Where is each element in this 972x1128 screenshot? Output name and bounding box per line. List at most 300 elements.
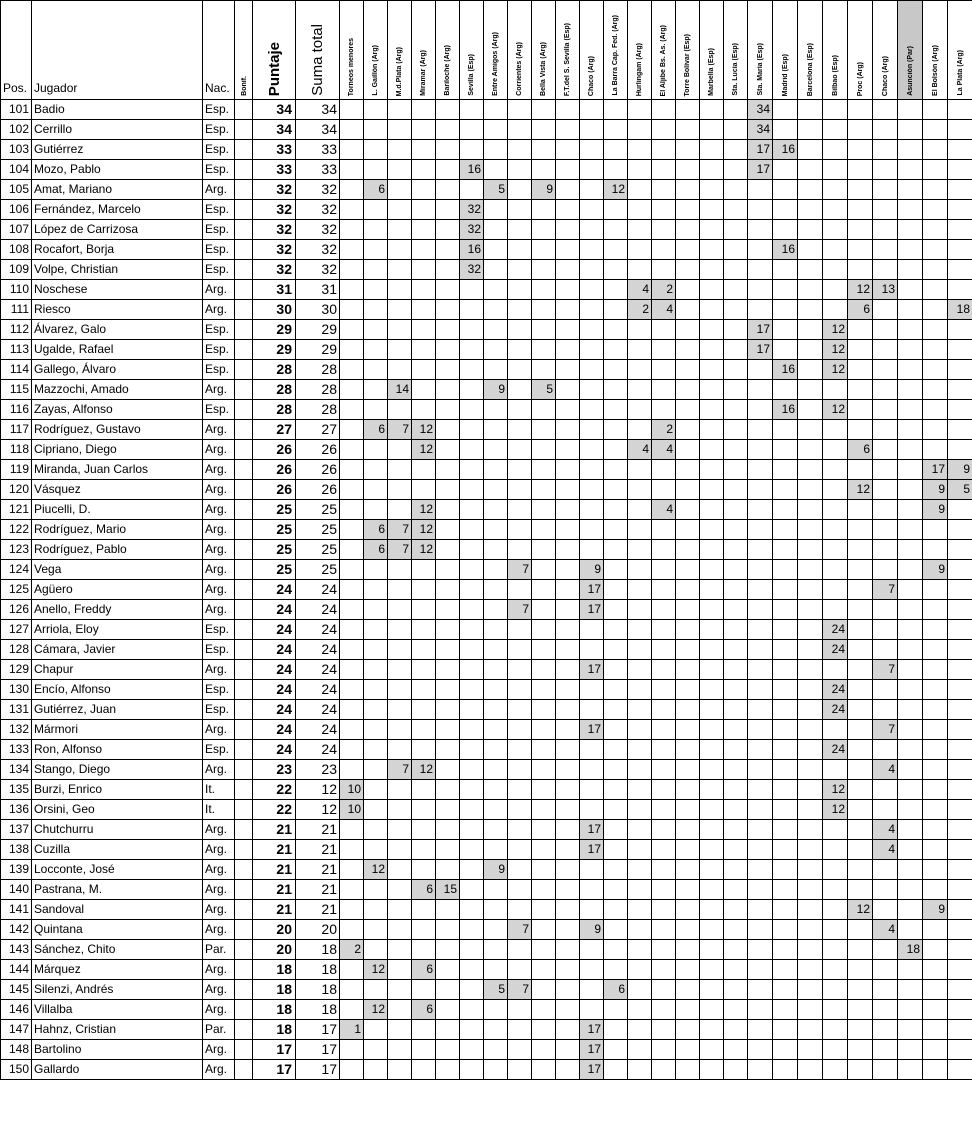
tournament-points-cell	[724, 440, 748, 460]
tournament-points-cell	[873, 980, 898, 1000]
tournament-points-cell	[676, 160, 700, 180]
bonus-cell	[235, 380, 253, 400]
bonus-cell	[235, 520, 253, 540]
tournament-points-cell	[676, 560, 700, 580]
tournament-points-cell	[436, 960, 460, 980]
tournament-points-cell	[873, 400, 898, 420]
tournament-points-cell	[923, 280, 948, 300]
tournament-points-cell	[460, 560, 484, 580]
tournament-points-cell	[848, 880, 873, 900]
tournament-points-cell	[948, 780, 972, 800]
tournament-points-cell	[460, 640, 484, 660]
tournament-points-cell	[848, 540, 873, 560]
tournament-points-cell	[873, 360, 898, 380]
position-cell: 130	[1, 680, 32, 700]
tournament-points-cell	[773, 1000, 798, 1020]
tournament-points-cell	[412, 240, 436, 260]
tournament-points-cell	[652, 620, 676, 640]
tournament-points-cell	[873, 380, 898, 400]
tournament-points-cell	[460, 360, 484, 380]
tournament-points-cell	[848, 120, 873, 140]
tournament-points-cell	[873, 620, 898, 640]
tournament-points-cell	[484, 320, 508, 340]
bonus-cell	[235, 720, 253, 740]
score-cell: 18	[253, 1020, 296, 1040]
tournament-points-cell: 9	[923, 480, 948, 500]
tournament-points-cell	[798, 1060, 823, 1080]
tournament-points-cell	[628, 740, 652, 760]
tournament-points-cell	[898, 160, 923, 180]
total-sum-cell: 23	[296, 760, 340, 780]
tournament-points-cell: 12	[364, 1000, 388, 1020]
tournament-points-cell	[748, 600, 773, 620]
tournament-points-cell	[556, 700, 580, 720]
tournament-points-cell	[484, 400, 508, 420]
tournament-points-cell	[724, 380, 748, 400]
tournament-points-cell	[948, 1000, 972, 1020]
tournament-points-cell	[923, 120, 948, 140]
tournament-points-cell	[340, 760, 364, 780]
tournament-points-cell	[823, 980, 848, 1000]
table-row	[1, 220, 972, 240]
tournament-points-cell	[484, 1060, 508, 1080]
tournament-points-cell	[364, 380, 388, 400]
score-cell: 31	[253, 280, 296, 300]
tournament-points-cell	[823, 600, 848, 620]
tournament-points-cell	[460, 300, 484, 320]
tournament-points-cell	[532, 600, 556, 620]
player-name-cell: Agüero	[32, 580, 203, 600]
tournament-points-cell	[508, 740, 532, 760]
tournament-points-cell	[724, 800, 748, 820]
bonus-cell	[235, 320, 253, 340]
tournament-points-cell	[556, 620, 580, 640]
tournament-points-cell	[460, 1040, 484, 1060]
tournament-points-cell: 17	[580, 600, 604, 620]
tournament-points-cell	[676, 580, 700, 600]
tournament-points-cell: 24	[823, 680, 848, 700]
tournament-points-cell	[652, 460, 676, 480]
tournament-points-cell	[556, 680, 580, 700]
score-cell: 23	[253, 760, 296, 780]
tournament-points-cell	[436, 940, 460, 960]
score-cell: 24	[253, 720, 296, 740]
tournament-points-cell	[898, 140, 923, 160]
tournament-points-cell	[412, 680, 436, 700]
nationality-cell: Arg.	[203, 520, 235, 540]
player-name-cell: Encío, Alfonso	[32, 680, 203, 700]
tournament-header-5	[460, 1, 484, 100]
tournament-points-cell	[628, 520, 652, 540]
tournament-points-cell	[604, 780, 628, 800]
position-cell: 119	[1, 460, 32, 480]
tournament-points-cell	[556, 440, 580, 460]
tournament-points-cell	[748, 1020, 773, 1040]
tournament-points-cell	[873, 1020, 898, 1040]
header-row	[1, 1, 972, 100]
tournament-points-cell: 9	[580, 560, 604, 580]
tournament-points-cell	[823, 660, 848, 680]
tournament-points-cell	[700, 260, 724, 280]
tournament-points-cell	[388, 560, 412, 580]
tournament-points-cell	[652, 400, 676, 420]
tournament-points-cell: 10	[340, 780, 364, 800]
tournament-points-cell	[848, 740, 873, 760]
table-row	[1, 1020, 972, 1040]
tournament-points-cell	[798, 240, 823, 260]
tournament-points-cell	[364, 820, 388, 840]
total-sum-cell: 21	[296, 820, 340, 840]
tournament-points-cell	[364, 600, 388, 620]
tournament-points-cell	[460, 840, 484, 860]
tournament-points-cell	[798, 740, 823, 760]
player-name-cell: Rodríguez, Pablo	[32, 540, 203, 560]
tournament-points-cell	[948, 340, 972, 360]
tournament-points-cell	[460, 940, 484, 960]
tournament-points-cell	[580, 420, 604, 440]
position-cell: 139	[1, 860, 32, 880]
tournament-points-cell	[700, 760, 724, 780]
tournament-points-cell	[898, 880, 923, 900]
tournament-points-cell	[652, 380, 676, 400]
tournament-points-cell	[748, 740, 773, 760]
tournament-points-cell	[652, 240, 676, 260]
tournament-points-cell	[508, 720, 532, 740]
tournament-points-cell	[823, 420, 848, 440]
total-sum-cell: 24	[296, 600, 340, 620]
tournament-points-cell	[676, 1040, 700, 1060]
tournament-points-cell	[773, 960, 798, 980]
tournament-points-cell: 17	[580, 720, 604, 740]
nationality-cell: Arg.	[203, 600, 235, 620]
tournament-points-cell	[923, 660, 948, 680]
tournament-points-cell	[436, 800, 460, 820]
tournament-points-cell	[340, 520, 364, 540]
tournament-points-cell	[364, 400, 388, 420]
tournament-points-cell	[748, 620, 773, 640]
tournament-points-cell	[508, 120, 532, 140]
tournament-points-cell	[873, 480, 898, 500]
score-cell: 33	[253, 160, 296, 180]
tournament-points-cell	[508, 800, 532, 820]
tournament-points-cell	[676, 240, 700, 260]
tournament-points-cell: 4	[628, 280, 652, 300]
player-name-cell: Cuzilla	[32, 840, 203, 860]
tournament-points-cell: 12	[823, 360, 848, 380]
tournament-points-cell	[676, 440, 700, 460]
tournament-points-cell	[652, 780, 676, 800]
tournament-points-cell	[340, 100, 364, 120]
tournament-points-cell	[798, 980, 823, 1000]
tournament-points-cell	[628, 480, 652, 500]
tournament-points-cell	[580, 120, 604, 140]
tournament-points-cell	[556, 740, 580, 760]
tournament-label: Miramar (Arg)	[420, 50, 427, 96]
tournament-points-cell	[484, 340, 508, 360]
total-sum-cell: 31	[296, 280, 340, 300]
position-cell: 101	[1, 100, 32, 120]
tournament-points-cell	[628, 620, 652, 640]
tournament-points-cell	[773, 780, 798, 800]
tournament-points-cell	[364, 120, 388, 140]
tournament-points-cell	[724, 640, 748, 660]
position-cell: 115	[1, 380, 32, 400]
tournament-points-cell	[700, 220, 724, 240]
tournament-points-cell: 24	[823, 740, 848, 760]
tournament-points-cell	[436, 400, 460, 420]
tournament-points-cell	[798, 280, 823, 300]
tournament-points-cell	[676, 480, 700, 500]
tournament-points-cell	[873, 160, 898, 180]
tournament-points-cell	[340, 1060, 364, 1080]
table-row	[1, 1060, 972, 1080]
tournament-points-cell	[923, 980, 948, 1000]
tournament-points-cell	[508, 500, 532, 520]
tournament-points-cell	[773, 820, 798, 840]
tournament-points-cell	[412, 400, 436, 420]
tournament-points-cell	[676, 800, 700, 820]
tournament-points-cell	[436, 140, 460, 160]
tournament-points-cell	[412, 780, 436, 800]
bonus-cell	[235, 460, 253, 480]
tournament-points-cell	[364, 160, 388, 180]
tournament-points-cell	[652, 120, 676, 140]
tournament-points-cell	[460, 380, 484, 400]
tournament-points-cell	[580, 860, 604, 880]
tournament-points-cell	[364, 660, 388, 680]
tournament-points-cell	[628, 860, 652, 880]
tournament-points-cell	[873, 540, 898, 560]
tournament-points-cell	[948, 520, 972, 540]
tournament-points-cell	[412, 1060, 436, 1080]
table-row	[1, 560, 972, 580]
tournament-points-cell	[676, 540, 700, 560]
tournament-header-17	[748, 1, 773, 100]
tournament-points-cell	[628, 320, 652, 340]
tournament-points-cell	[412, 700, 436, 720]
tournament-points-cell	[556, 240, 580, 260]
tournament-points-cell	[798, 700, 823, 720]
tournament-points-cell	[798, 640, 823, 660]
tournament-points-cell	[340, 580, 364, 600]
nationality-cell: Arg.	[203, 460, 235, 480]
tournament-points-cell	[948, 980, 972, 1000]
tournament-points-cell	[388, 220, 412, 240]
tournament-points-cell	[604, 400, 628, 420]
player-name-cell: Miranda, Juan Carlos	[32, 460, 203, 480]
tournament-points-cell	[340, 640, 364, 660]
tournament-points-cell	[532, 780, 556, 800]
tournament-points-cell	[823, 960, 848, 980]
tournament-points-cell: 7	[388, 420, 412, 440]
tournament-points-cell	[700, 600, 724, 620]
tournament-points-cell	[556, 220, 580, 240]
tournament-points-cell: 12	[604, 180, 628, 200]
tournament-points-cell	[676, 820, 700, 840]
player-name-cell: Mozo, Pablo	[32, 160, 203, 180]
table-row	[1, 540, 972, 560]
total-sum-cell: 24	[296, 640, 340, 660]
nationality-cell: Arg.	[203, 980, 235, 1000]
table-row	[1, 140, 972, 160]
tournament-points-cell	[700, 680, 724, 700]
tournament-points-cell	[508, 900, 532, 920]
tournament-points-cell	[873, 960, 898, 980]
header-pos: Pos.	[1, 1, 32, 100]
tournament-points-cell	[460, 760, 484, 780]
tournament-points-cell	[773, 640, 798, 660]
tournament-points-cell	[848, 820, 873, 840]
position-cell: 110	[1, 280, 32, 300]
table-row	[1, 880, 972, 900]
tournament-points-cell: 12	[412, 520, 436, 540]
tournament-points-cell	[676, 740, 700, 760]
player-name-cell: Bartolino	[32, 1040, 203, 1060]
tournament-points-cell	[556, 180, 580, 200]
tournament-points-cell	[923, 740, 948, 760]
tournament-points-cell	[700, 420, 724, 440]
tournament-points-cell: 34	[748, 120, 773, 140]
nationality-cell: Esp.	[203, 700, 235, 720]
tournament-points-cell	[948, 160, 972, 180]
total-sum-cell: 29	[296, 320, 340, 340]
tournament-points-cell	[948, 880, 972, 900]
table-row	[1, 480, 972, 500]
tournament-points-cell	[676, 260, 700, 280]
tournament-points-cell	[724, 180, 748, 200]
tournament-points-cell	[412, 580, 436, 600]
tournament-points-cell	[923, 880, 948, 900]
tournament-points-cell	[923, 200, 948, 220]
tournament-points-cell: 17	[748, 340, 773, 360]
tournament-points-cell	[700, 580, 724, 600]
tournament-points-cell	[484, 880, 508, 900]
tournament-points-cell	[484, 680, 508, 700]
tournament-points-cell: 10	[340, 800, 364, 820]
tournament-points-cell	[484, 620, 508, 640]
tournament-points-cell	[773, 580, 798, 600]
tournament-points-cell	[948, 420, 972, 440]
nationality-cell: Esp.	[203, 400, 235, 420]
tournament-points-cell	[604, 300, 628, 320]
tournament-points-cell	[604, 560, 628, 580]
tournament-points-cell	[364, 140, 388, 160]
tournament-points-cell	[923, 540, 948, 560]
player-name-cell: Mármori	[32, 720, 203, 740]
tournament-header-18	[773, 1, 798, 100]
tournament-points-cell	[340, 480, 364, 500]
tournament-points-cell	[436, 280, 460, 300]
tournament-points-cell	[460, 340, 484, 360]
tournament-label: La Barra Cap. Fed. (Arg)	[612, 15, 619, 96]
tournament-points-cell	[580, 780, 604, 800]
player-name-cell: Fernández, Marcelo	[32, 200, 203, 220]
position-cell: 145	[1, 980, 32, 1000]
tournament-points-cell	[652, 600, 676, 620]
tournament-points-cell	[700, 800, 724, 820]
tournament-points-cell	[364, 980, 388, 1000]
tournament-points-cell	[532, 800, 556, 820]
tournament-points-cell	[798, 100, 823, 120]
tournament-points-cell	[848, 1000, 873, 1020]
tournament-points-cell	[848, 720, 873, 740]
tournament-points-cell: 4	[873, 840, 898, 860]
tournament-header-1	[364, 1, 388, 100]
tournament-points-cell	[773, 840, 798, 860]
tournament-points-cell	[652, 320, 676, 340]
bonus-cell	[235, 580, 253, 600]
score-cell: 32	[253, 220, 296, 240]
tournament-points-cell	[532, 580, 556, 600]
tournament-points-cell: 32	[460, 260, 484, 280]
tournament-points-cell	[724, 1040, 748, 1060]
header-bonif: Bonif.	[241, 76, 248, 96]
total-sum-cell: 26	[296, 460, 340, 480]
tournament-points-cell	[388, 880, 412, 900]
tournament-points-cell	[724, 940, 748, 960]
tournament-points-cell	[898, 800, 923, 820]
tournament-points-cell	[923, 1000, 948, 1020]
tournament-points-cell	[460, 720, 484, 740]
tournament-points-cell	[340, 500, 364, 520]
total-sum-cell: 24	[296, 660, 340, 680]
tournament-points-cell	[460, 880, 484, 900]
tournament-points-cell	[460, 140, 484, 160]
tournament-points-cell: 4	[873, 920, 898, 940]
tournament-points-cell	[460, 580, 484, 600]
tournament-points-cell	[873, 520, 898, 540]
tournament-points-cell	[412, 660, 436, 680]
tournament-points-cell	[604, 320, 628, 340]
tournament-points-cell	[724, 760, 748, 780]
tournament-points-cell	[923, 720, 948, 740]
tournament-points-cell	[556, 1020, 580, 1040]
player-name-cell: Riesco	[32, 300, 203, 320]
tournament-points-cell	[652, 1020, 676, 1040]
tournament-points-cell	[484, 660, 508, 680]
tournament-points-cell	[923, 520, 948, 540]
tournament-points-cell: 18	[948, 300, 972, 320]
tournament-points-cell	[460, 740, 484, 760]
tournament-points-cell	[556, 820, 580, 840]
tournament-points-cell	[923, 440, 948, 460]
tournament-points-cell	[484, 760, 508, 780]
tournament-points-cell	[848, 380, 873, 400]
tournament-points-cell	[898, 200, 923, 220]
tournament-points-cell	[676, 280, 700, 300]
tournament-points-cell	[628, 940, 652, 960]
tournament-points-cell: 7	[873, 660, 898, 680]
tournament-points-cell	[798, 160, 823, 180]
position-cell: 135	[1, 780, 32, 800]
tournament-points-cell	[948, 280, 972, 300]
tournament-points-cell	[436, 780, 460, 800]
tournament-points-cell	[798, 900, 823, 920]
tournament-points-cell	[412, 560, 436, 580]
tournament-points-cell	[388, 320, 412, 340]
total-sum-cell: 18	[296, 940, 340, 960]
tournament-points-cell	[823, 580, 848, 600]
tournament-points-cell	[436, 1060, 460, 1080]
score-cell: 29	[253, 340, 296, 360]
total-sum-cell: 25	[296, 560, 340, 580]
tournament-points-cell	[364, 340, 388, 360]
nationality-cell: Arg.	[203, 760, 235, 780]
score-cell: 32	[253, 200, 296, 220]
tournament-points-cell	[412, 620, 436, 640]
tournament-points-cell	[364, 720, 388, 740]
tournament-points-cell	[898, 1040, 923, 1060]
